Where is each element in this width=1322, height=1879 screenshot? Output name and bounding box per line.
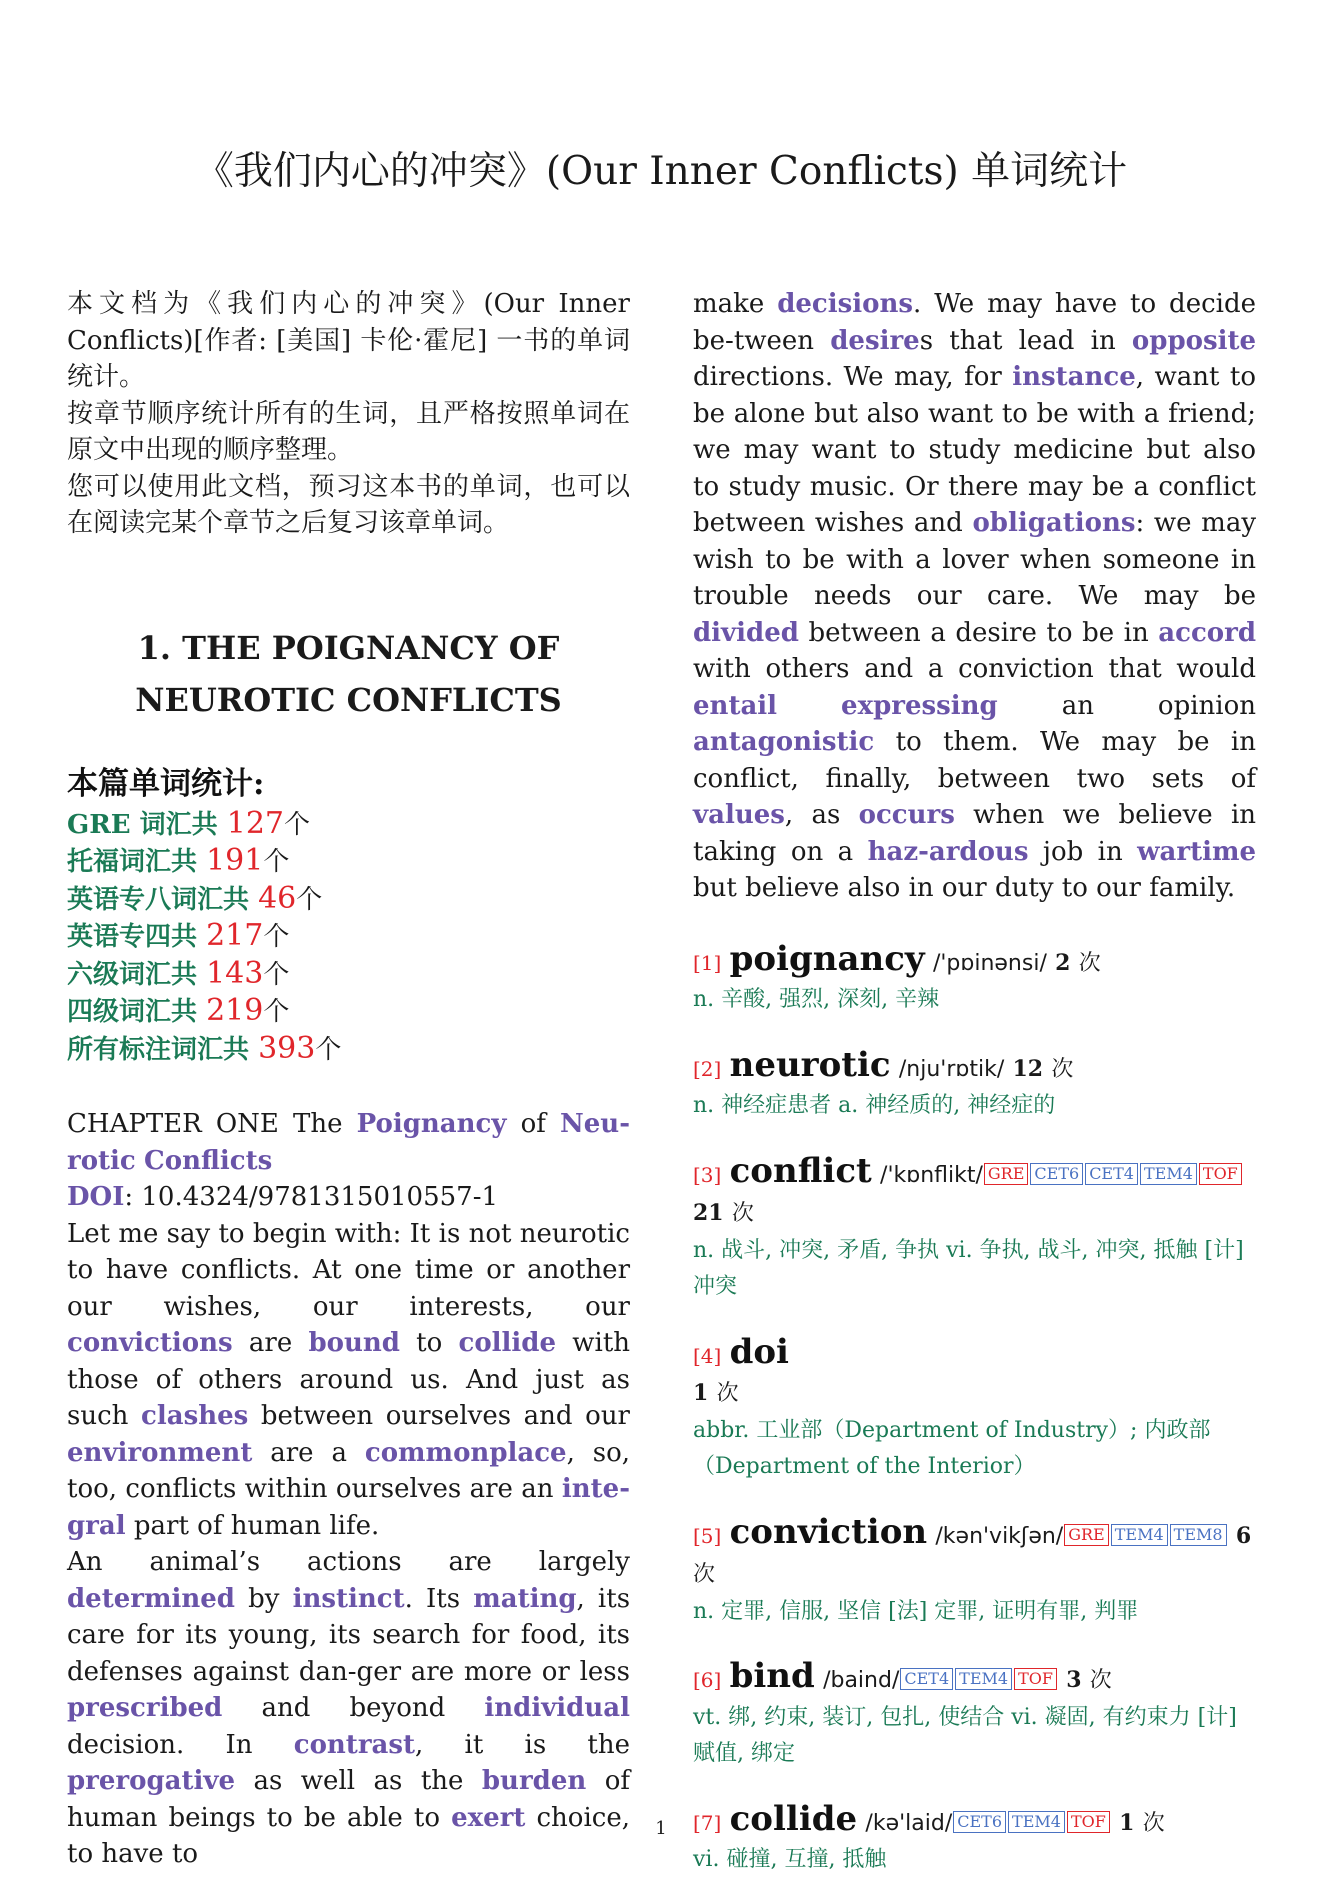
text-fragment: , as <box>784 800 841 830</box>
stat-label: 英语专四共 <box>67 922 198 952</box>
highlight-word: collide <box>458 1328 557 1358</box>
highlight-word: Neu- <box>560 1109 631 1139</box>
left-column <box>67 286 630 1873</box>
entry-header <box>693 1658 1256 1700</box>
tag-tem8: TEM8 <box>1170 1524 1227 1546</box>
highlight-word: wartime <box>1137 836 1257 867</box>
stats-title: 本篇单词统计: <box>67 765 265 802</box>
tag-gre: GRE <box>1064 1524 1109 1546</box>
body-paragraph <box>693 286 1256 907</box>
text-fragment: an opinion <box>1061 690 1256 721</box>
intro-paragraph: 本文档为《我们内心的冲突》(Our Inner Conflicts)[作者: [美国] 卡伦·霍尼] 一书的单词统计。 <box>67 289 630 392</box>
tag-tof: TOF <box>1199 1163 1242 1185</box>
text-fragment: : we may wish to be with a lover when someone in trouble needs our care. We may be <box>693 508 1257 611</box>
page-title: 《我们内心的冲突》(Our Inner Conflicts) 单词统计 <box>194 149 1128 194</box>
highlight-word: antagonistic <box>693 727 875 757</box>
tag-cet6: CET6 <box>1030 1163 1083 1185</box>
entry-count-unit: 次 <box>716 1381 739 1406</box>
entry-header <box>693 1511 1256 1594</box>
entry-index: [6] <box>693 1668 722 1692</box>
stat-count: 46 <box>258 880 297 916</box>
text-fragment: , want to be alone but also want to be with a friend; we may want to study medicine but also to study music. Or there may be a conflict between wishes and <box>693 362 1256 538</box>
tag-tof: TOF <box>1067 1811 1110 1833</box>
text-fragment: between ourselves and our <box>260 1401 630 1431</box>
highlight-word: values <box>693 800 785 830</box>
entry-word: bind <box>729 1656 815 1696</box>
stat-tem8 <box>67 881 630 919</box>
entry-count-unit: 次 <box>1078 950 1101 976</box>
text-fragment: . We may have to decide be-tween <box>693 289 1256 356</box>
stat-cet4 <box>67 993 630 1031</box>
stat-label: 英语专八词汇共 <box>67 884 250 915</box>
highlight-word: instance <box>1012 362 1136 392</box>
stat-label: GRE 词汇共 <box>67 809 218 840</box>
vocab-entry <box>693 1798 1256 1879</box>
stat-unit: 个 <box>263 847 290 877</box>
entry-count-line <box>693 1374 1256 1413</box>
highlight-word: clashes <box>141 1401 249 1431</box>
text-fragment: are <box>248 1328 293 1358</box>
entry-count-unit: 次 <box>693 1562 716 1587</box>
text-fragment: . Its <box>404 1583 461 1614</box>
text-fragment: of <box>520 1109 546 1139</box>
stat-unit: 个 <box>263 959 290 990</box>
text-fragment: as well as the <box>253 1766 464 1796</box>
vocab-entry <box>693 1044 1256 1125</box>
highlight-word: obligations <box>972 508 1136 538</box>
stat-all <box>67 1031 630 1069</box>
entry-index: [1] <box>693 950 722 975</box>
entry-phonetic: /nju'rɒtik/ <box>898 1056 1005 1082</box>
text-fragment: when we believe in taking on a <box>693 800 1257 867</box>
highlight-word: inte-gral <box>67 1474 630 1541</box>
highlight-word: occurs <box>858 800 955 830</box>
text-fragment: , so, too, conflicts within ourselves are an <box>67 1437 631 1504</box>
entry-count-unit: 次 <box>1051 1056 1074 1082</box>
vocab-entry <box>693 1150 1256 1306</box>
text-fragment: make <box>693 289 765 319</box>
highlight-word: contrast <box>293 1729 416 1760</box>
entry-word: neurotic <box>729 1044 891 1085</box>
tag-tem4: TEM4 <box>1140 1163 1197 1185</box>
entry-count: 3 <box>1066 1667 1082 1693</box>
stat-toefl <box>67 843 630 881</box>
highlight-word: Poignancy <box>356 1109 507 1139</box>
entry-definition: n. 辛酸, 强烈, 深刻, 辛辣 <box>693 987 940 1012</box>
stat-label: 六级词汇共 <box>67 959 198 990</box>
tag-tem4: TEM4 <box>1008 1811 1065 1833</box>
chapter-heading-line: 1. THE POIGNANCY OF <box>137 628 560 667</box>
entry-index: [5] <box>693 1523 722 1548</box>
tag-cet4: CET4 <box>1085 1163 1138 1185</box>
highlight-word: commonplace <box>364 1437 567 1468</box>
stat-count: 191 <box>206 843 264 878</box>
entry-word: doi <box>729 1331 789 1372</box>
tag-tem4: TEM4 <box>1111 1524 1168 1546</box>
stat-unit: 个 <box>296 884 323 915</box>
intro <box>67 286 630 542</box>
stat-gre <box>67 806 630 844</box>
text-fragment: An animal’s actions are largely <box>67 1547 630 1577</box>
entry-count: 2 <box>1055 949 1071 976</box>
entry-index: [3] <box>693 1162 722 1187</box>
text-fragment: to them. We may be in conflict, finally, between two sets of <box>693 727 1256 794</box>
tag-cet6: CET6 <box>953 1811 1006 1833</box>
entry-phonetic: /kə'laid/ <box>865 1810 953 1836</box>
stat-count: 127 <box>226 805 285 841</box>
text-fragment: but believe also in our duty to our family. <box>693 873 1236 903</box>
entry-word: conflict <box>729 1150 872 1191</box>
entry-header <box>693 1044 1256 1089</box>
entry-word: collide <box>729 1798 858 1839</box>
entry-phonetic: /'kɒnflikt/ <box>880 1162 983 1188</box>
highlight-word: entail <box>693 690 778 721</box>
stat-unit: 个 <box>263 997 290 1027</box>
word-stats <box>67 762 630 1069</box>
body-paragraph <box>67 1216 630 1545</box>
text-fragment: by <box>248 1583 280 1614</box>
vocab-entry <box>693 1511 1256 1631</box>
text-fragment: Let me say to begin with: It is not neurotic to have conflicts. At one time or another our wishes, our interests, our <box>67 1218 630 1322</box>
highlight-word: divided <box>693 617 799 648</box>
text-fragment: to <box>416 1328 443 1358</box>
tag-cet4: CET4 <box>900 1668 953 1690</box>
entry-definition: n. 战斗, 冲突, 矛盾, 争执 vi. 争执, 战斗, 冲突, 抵触 [计] 冲突 <box>693 1237 1244 1299</box>
text-fragment: between a desire to be in <box>808 617 1149 648</box>
text-fragment: , it is the <box>415 1729 631 1760</box>
entry-header <box>693 938 1256 983</box>
text-fragment: , its care for its young, its search for food, its defenses against dan-ger are more or less <box>67 1583 631 1687</box>
text-fragment: with others and a conviction that would <box>693 654 1256 684</box>
stat-label: 四级词汇共 <box>67 997 198 1027</box>
highlight-word: burden <box>481 1766 587 1796</box>
chapter-label: CHAPTER ONE The <box>67 1109 343 1139</box>
entry-count-unit: 次 <box>731 1201 754 1226</box>
stat-count: 217 <box>206 918 264 953</box>
chapter-heading-line: NEUROTIC CONFLICTS <box>135 680 562 719</box>
highlight-word: desire <box>830 325 920 356</box>
intro-paragraph: 按章节顺序统计所有的生词，且严格按照单词在原文中出现的顺序整理。 <box>67 398 630 465</box>
stat-unit: 个 <box>263 922 290 952</box>
chapter-title-line <box>67 1106 630 1143</box>
stat-cet6 <box>67 956 630 994</box>
highlight-word: prerogative <box>67 1766 236 1796</box>
highlight-word: Conflicts <box>144 1145 273 1176</box>
stat-count: 143 <box>206 955 264 991</box>
stat-count: 393 <box>258 1030 316 1066</box>
doi-line <box>67 1179 630 1216</box>
highlight-word: opposite <box>1131 325 1257 356</box>
entry-count: 6 <box>1235 1522 1252 1549</box>
vocab-entry <box>693 938 1256 1019</box>
highlight-word: individual <box>484 1693 630 1723</box>
page-number: 1 <box>655 1818 667 1839</box>
tag-tof: TOF <box>1014 1668 1057 1690</box>
entry-count: 12 <box>1012 1055 1044 1082</box>
highlight-word: decisions <box>777 289 914 319</box>
entry-definition: vt. 绑, 约束, 装订, 包扎, 使结合 vi. 凝固, 有约束力 [计] 赋值, 绑定 <box>693 1704 1237 1766</box>
entry-header <box>693 1150 1256 1233</box>
entry-count-unit: 次 <box>1089 1668 1112 1693</box>
chapter-text <box>67 1106 630 1873</box>
stat-label: 所有标注词汇共 <box>67 1034 250 1065</box>
text-fragment: decision. In <box>67 1729 253 1760</box>
highlight-word: exert <box>451 1802 526 1833</box>
entry-definition: vi. 碰撞, 互撞, 抵触 <box>693 1847 887 1872</box>
chapter-title-line <box>67 1143 630 1180</box>
text-fragment: part of human life. <box>133 1510 380 1541</box>
intro-paragraph: 您可以使用此文档，预习这本书的单词，也可以在阅读完某个章节之后复习该章单词。 <box>67 471 630 538</box>
right-column <box>693 286 1256 1879</box>
chapter-heading <box>67 622 630 726</box>
highlight-word: DOI <box>67 1182 125 1212</box>
vocab-entry <box>693 1658 1256 1773</box>
entry-phonetic: /'pɒinənsi/ <box>932 950 1047 976</box>
stat-unit: 个 <box>315 1034 342 1065</box>
text-fragment: are a <box>270 1437 347 1468</box>
text-fragment: and beyond <box>261 1693 446 1723</box>
entry-definition: abbr. 工业部（Department of Industry）; 内政部（Department of the Interior） <box>693 1417 1211 1479</box>
entry-index: [7] <box>693 1810 722 1835</box>
doi-value: : 10.4324/9781315010557-1 <box>124 1182 499 1212</box>
highlight-word: rotic <box>67 1145 136 1176</box>
text-fragment: choice, to have to <box>67 1802 630 1869</box>
highlight-word: environment <box>67 1437 253 1468</box>
stat-count: 219 <box>206 993 264 1028</box>
entry-count: 1 <box>1119 1809 1135 1836</box>
vocab-entry <box>693 1331 1256 1486</box>
stat-label: 托福词汇共 <box>67 847 198 877</box>
highlight-word: prescribed <box>67 1693 223 1723</box>
text-fragment: s that lead in <box>919 325 1116 356</box>
entry-header <box>693 1331 1256 1375</box>
entry-phonetic: /baind/ <box>823 1668 900 1693</box>
highlight-word: expressing <box>841 690 998 721</box>
entry-word: poignancy <box>729 938 925 979</box>
stat-unit: 个 <box>284 809 311 840</box>
highlight-word: mating <box>473 1583 577 1614</box>
highlight-word: accord <box>1158 617 1257 648</box>
entry-index: [2] <box>693 1056 722 1081</box>
entry-definition: n. 神经症患者 a. 神经质的, 神经症的 <box>693 1093 1056 1118</box>
text-fragment: job in <box>1042 836 1123 867</box>
tag-tem4: TEM4 <box>955 1668 1012 1690</box>
entry-count-unit: 次 <box>1142 1810 1165 1836</box>
tag-gre: GRE <box>984 1163 1029 1185</box>
entry-index: [4] <box>693 1343 722 1368</box>
highlight-word: determined <box>67 1583 235 1614</box>
stat-tem4 <box>67 918 630 956</box>
entry-phonetic: /kən'vikʃən/ <box>935 1523 1064 1549</box>
entry-definition: n. 定罪, 信服, 坚信 [法] 定罪, 证明有罪, 判罪 <box>693 1598 1139 1624</box>
entry-count: 1 <box>693 1380 709 1406</box>
highlight-word: convictions <box>67 1328 233 1358</box>
text-fragment: with those of others around us. And just as such <box>67 1328 631 1431</box>
text-fragment: of human beings to be able to <box>67 1766 631 1833</box>
vocab-list <box>693 938 1256 1879</box>
entry-word: conviction <box>729 1511 928 1552</box>
highlight-word: instinct <box>292 1583 405 1614</box>
highlight-word: haz-ardous <box>867 836 1029 867</box>
highlight-word: bound <box>308 1328 400 1358</box>
text-fragment: directions. We may, for <box>693 362 1002 392</box>
entry-count: 21 <box>693 1200 724 1226</box>
